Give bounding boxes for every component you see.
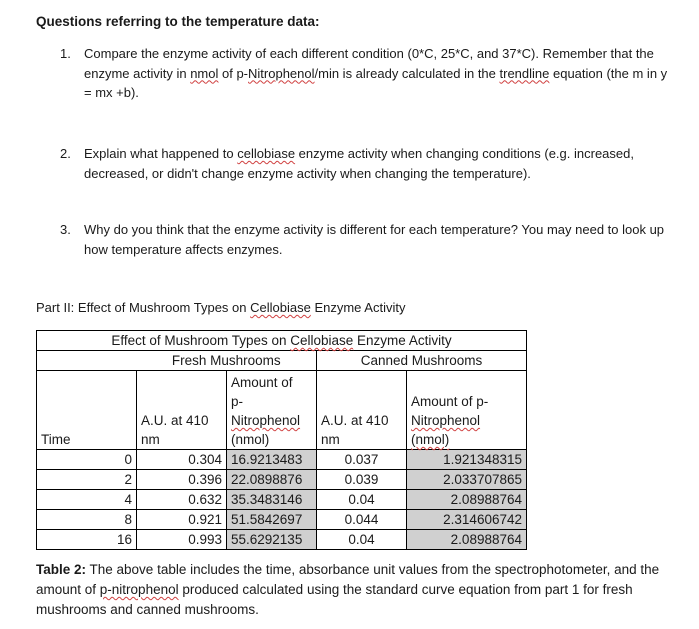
table-title-row <box>37 331 527 351</box>
cell-au-canned: 0.044 <box>317 510 407 530</box>
question-text: Compare the enzyme activity of each different condition (0*C, 25*C, and 37*C). Remember that the enzyme activity in nmol of p-Nitrophenol/min is already calculated in the trendline equation (the m in y = mx +b). <box>84 46 668 100</box>
cell-amount-fresh: 35.3483146 <box>227 490 317 510</box>
cell-time: 2 <box>37 470 137 490</box>
cell-time: 8 <box>37 510 137 530</box>
cell-amount-fresh: 16.9213483 <box>227 450 317 470</box>
col-header-au-fresh: A.U. at 410 nm <box>137 371 227 450</box>
cell-au-canned: 0.039 <box>317 470 407 490</box>
cell-au-fresh: 0.632 <box>137 490 227 510</box>
cell-amount-fresh: 55.6292135 <box>227 530 317 550</box>
question-3 <box>60 220 670 259</box>
cell-au-fresh: 0.304 <box>137 450 227 470</box>
table-caption: Table 2: The above table includes the time, absorbance unit values from the spectrophotometer, and the amount of p-nitrophenol produced calculated using the standard curve equation from part 1 for fresh mushrooms and canned mushrooms. <box>36 562 660 617</box>
question-text: Explain what happened to cellobiase enzyme activity when changing conditions (e.g. increased, decreased, or didn't change enzyme activity when changing the temperature). <box>84 146 634 181</box>
cell-au-fresh: 0.993 <box>137 530 227 550</box>
table-row <box>37 530 527 550</box>
cell-amount-fresh: 51.5842697 <box>227 510 317 530</box>
question-number: 2. <box>60 146 71 161</box>
group-fresh: Fresh Mushrooms <box>137 351 317 371</box>
table-row <box>37 450 527 470</box>
cell-amount-fresh: 22.0898876 <box>227 470 317 490</box>
col-header-time: Time <box>37 371 137 450</box>
cell-time: 0 <box>37 450 137 470</box>
cell-amount-canned: 2.08988764 <box>407 490 527 510</box>
table-header-row <box>37 371 527 450</box>
question-number: 1. <box>60 46 71 61</box>
question-text: Why do you think that the enzyme activity is different for each temperature? You may need to look up how temperature affects enzymes. <box>84 222 665 257</box>
table-title: Effect of Mushroom Types on Cellobiase Enzyme Activity <box>37 331 527 351</box>
section-heading: Questions referring to the temperature data: <box>36 14 320 29</box>
table-row <box>37 510 527 530</box>
cell-au-canned: 0.04 <box>317 490 407 510</box>
cell-time: 16 <box>37 530 137 550</box>
cell-amount-canned: 2.314606742 <box>407 510 527 530</box>
cell-au-canned: 0.037 <box>317 450 407 470</box>
part-heading: Part II: Effect of Mushroom Types on Cellobiase Enzyme Activity <box>36 300 406 315</box>
cell-amount-canned: 2.08988764 <box>407 530 527 550</box>
mushroom-data-table <box>36 330 527 550</box>
cell-au-canned: 0.04 <box>317 530 407 550</box>
cell-time: 4 <box>37 490 137 510</box>
table-row <box>37 490 527 510</box>
col-header-amount-canned: Amount of p- Nitrophenol (nmol) <box>407 371 527 450</box>
table-group-row <box>37 351 527 371</box>
question-number: 3. <box>60 222 71 237</box>
col-header-amount-fresh: Amount of p- Nitrophenol (nmol) <box>227 371 317 450</box>
cell-amount-canned: 1.921348315 <box>407 450 527 470</box>
col-header-au-canned: A.U. at 410 nm <box>317 371 407 450</box>
table-row <box>37 470 527 490</box>
cell-au-fresh: 0.396 <box>137 470 227 490</box>
question-1 <box>60 44 670 103</box>
cell-amount-canned: 2.033707865 <box>407 470 527 490</box>
cell-au-fresh: 0.921 <box>137 510 227 530</box>
question-2 <box>60 144 670 183</box>
group-canned: Canned Mushrooms <box>317 351 527 371</box>
